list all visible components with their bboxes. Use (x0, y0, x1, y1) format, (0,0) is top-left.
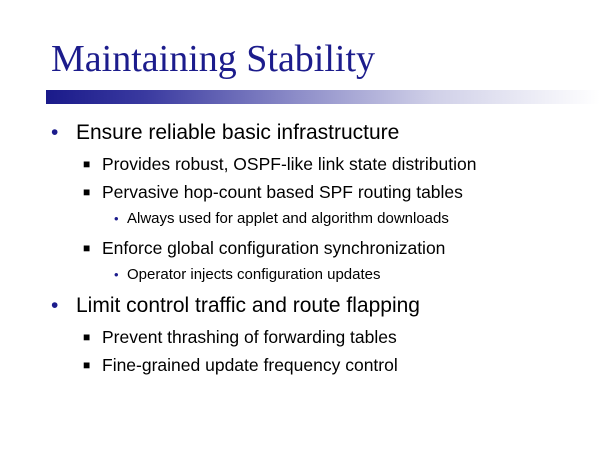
bullet-item-level2 (83, 181, 463, 203)
bullet-item-level2 (83, 354, 398, 376)
bullet-text: Always used for applet and algorithm downloads (127, 210, 449, 227)
bullet-text: Operator injects configuration updates (127, 266, 381, 283)
slide-title: Maintaining Stability (51, 38, 376, 80)
square-bullet-icon: ■ (83, 185, 91, 199)
square-bullet-icon: ■ (83, 157, 91, 171)
bullet-text: Limit control traffic and route flapping (76, 294, 420, 317)
square-bullet-icon: ■ (83, 241, 91, 255)
bullet-item-level3 (114, 265, 381, 285)
bullet-item-level3 (114, 209, 449, 229)
bullet-text: Ensure reliable basic infrastructure (76, 121, 400, 144)
bullet-dot-icon: • (51, 294, 59, 317)
bullet-item-level1 (51, 120, 400, 146)
bullet-item-level2 (83, 153, 477, 175)
bullet-text: Enforce global configuration synchronization (102, 238, 446, 258)
bullet-text: Fine-grained update frequency control (102, 355, 398, 375)
square-bullet-icon: ■ (83, 330, 91, 344)
bullet-item-level2 (83, 326, 397, 348)
bullet-text: Provides robust, OSPF-like link state distribution (102, 154, 477, 174)
square-bullet-icon: ■ (83, 358, 91, 372)
bullet-dot-icon: • (114, 267, 119, 282)
title-underline-bar (46, 90, 600, 104)
bullet-dot-icon: • (51, 121, 59, 144)
bullet-dot-icon: • (114, 211, 119, 226)
bullet-text: Pervasive hop-count based SPF routing tables (102, 182, 463, 202)
bullet-item-level1 (51, 293, 420, 319)
bullet-item-level2 (83, 237, 446, 259)
bullet-text: Prevent thrashing of forwarding tables (102, 327, 397, 347)
